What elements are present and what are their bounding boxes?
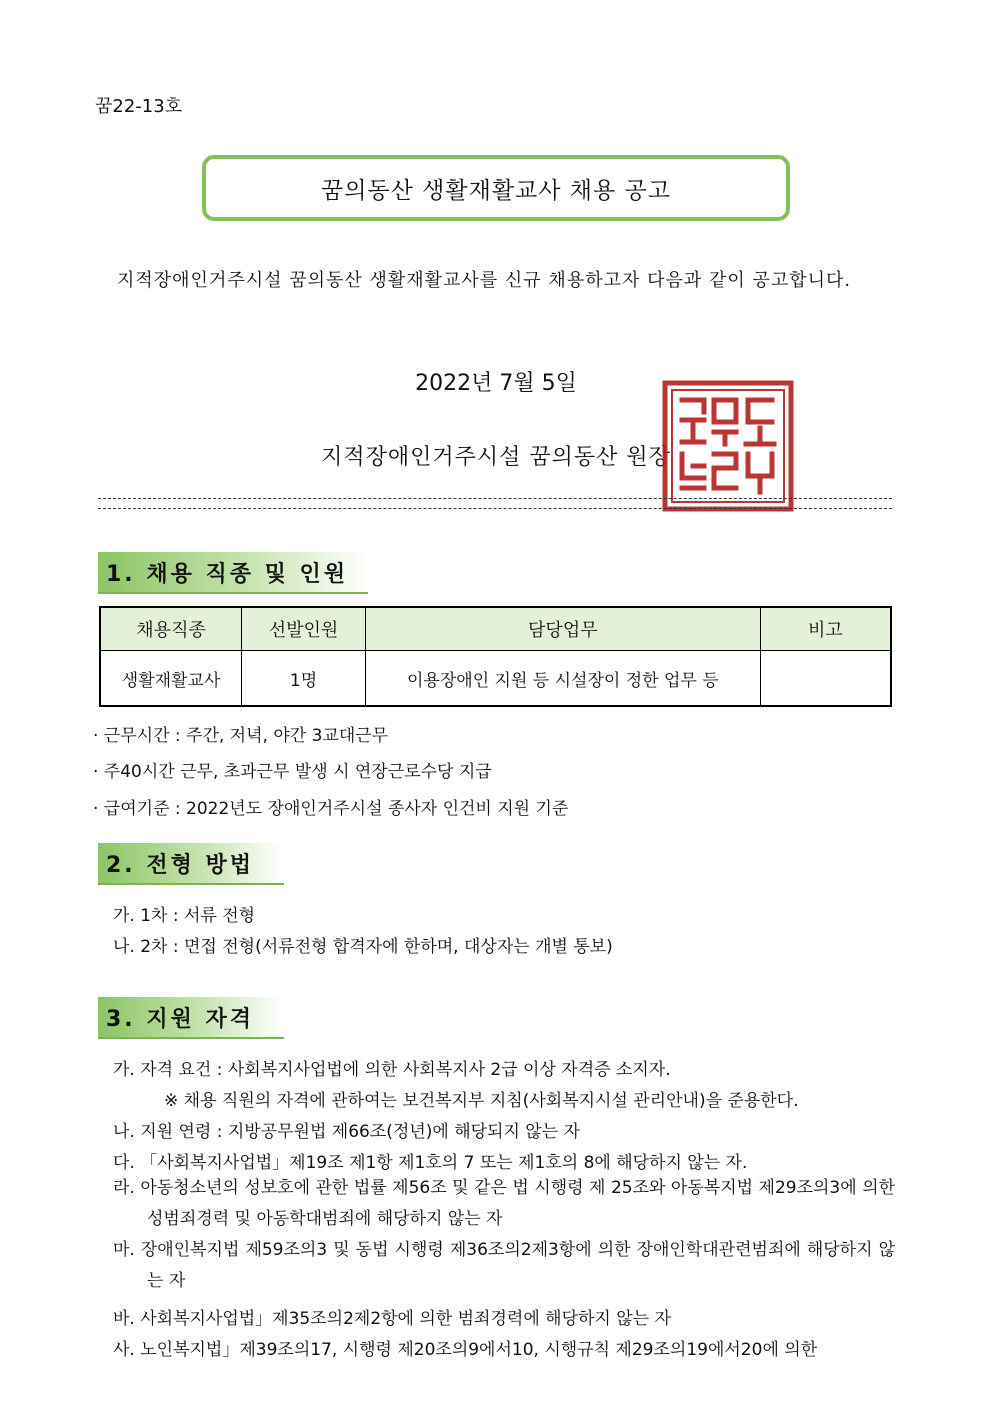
- divider: [98, 508, 892, 509]
- table-header-row: [100, 607, 891, 651]
- recruitment-table: [99, 606, 892, 707]
- table-row: [100, 651, 891, 707]
- list-item: 나. 2차 : 면접 전형(서류전형 합격자에 한하며, 대상자는 개별 통보): [113, 937, 613, 957]
- table-cell-count: 1명: [242, 651, 366, 707]
- notice-title-box: [202, 155, 790, 221]
- issuer-name: 지적장애인거주시설 꿈의동산 원장: [321, 445, 671, 470]
- table-cell-remarks: [760, 651, 891, 707]
- list-item: 사. 노인복지법」제39조의17, 시행령 제20조의9에서10, 시행규칙 제29조의19에서20에 의한: [113, 1340, 818, 1360]
- table-header-cell: 선발인원: [242, 607, 366, 651]
- note-salary: · 급여기준 : 2022년도 장애인거주시설 종사자 인건비 지원 기준: [93, 799, 569, 819]
- table-cell-duties: 이용장애인 지원 등 시설장이 정한 업무 등: [365, 651, 760, 707]
- notice-date: 2022년 7월 5일: [415, 371, 577, 396]
- section-heading-qualification: 3. 지원 자격: [98, 997, 284, 1039]
- table-header-cell: 비고: [760, 607, 891, 651]
- list-item: 라. 아동청소년의 성보호에 관한 법률 제56조 및 같은 법 시행령 제 25조와 아동복지법 제29조의3에 의한 성범죄경력 및 아동학대범죄에 해당하지 않는 자: [113, 1178, 895, 1229]
- section-heading-recruitment: 1. 채용 직종 및 인원: [98, 552, 368, 594]
- divider: [98, 498, 892, 499]
- list-item: 나. 지원 연령 : 지방공무원법 제66조(정년)에 해당되지 않는 자: [113, 1122, 580, 1142]
- official-seal-icon: [662, 380, 794, 512]
- table-header-cell: 담당업무: [365, 607, 760, 651]
- document-number: 꿈22-13호: [95, 96, 183, 117]
- list-item: 가. 1차 : 서류 전형: [113, 906, 256, 926]
- section-heading-selection: 2. 전형 방법: [98, 843, 284, 885]
- list-item: 바. 사회복지사업법」제35조의2제2항에 의한 범죄경력에 해당하지 않는 자: [113, 1309, 671, 1329]
- list-item: 가. 자격 요건 : 사회복지사업법에 의한 사회복지사 2급 이상 자격증 소지자.: [113, 1060, 671, 1080]
- table-cell-position: 생활재활교사: [100, 651, 242, 707]
- list-item-note: ※ 채용 직원의 자격에 관하여는 보건복지부 지침(사회복지시설 관리안내)을 준용한다.: [164, 1091, 799, 1111]
- note-work-hours: · 근무시간 : 주간, 저녁, 야간 3교대근무: [93, 726, 389, 746]
- table-header-cell: 채용직종: [100, 607, 242, 651]
- intro-paragraph: 지적장애인거주시설 꿈의동산 생활재활교사를 신규 채용하고자 다음과 같이 공고합니다.: [117, 270, 852, 291]
- note-overtime: · 주40시간 근무, 초과근무 발생 시 연장근로수당 지급: [93, 762, 492, 782]
- list-item: 마. 장애인복지법 제59조의3 및 동법 시행령 제36조의2제3항에 의한 장애인학대관련범죄에 해당하지 않는 자: [113, 1240, 895, 1291]
- notice-title: 꿈의동산 생활재활교사 채용 공고: [321, 177, 671, 204]
- list-item: 다. 「사회복지사업법」제19조 제1항 제1호의 7 또는 제1호의 8에 해당하지 않는 자.: [113, 1153, 748, 1173]
